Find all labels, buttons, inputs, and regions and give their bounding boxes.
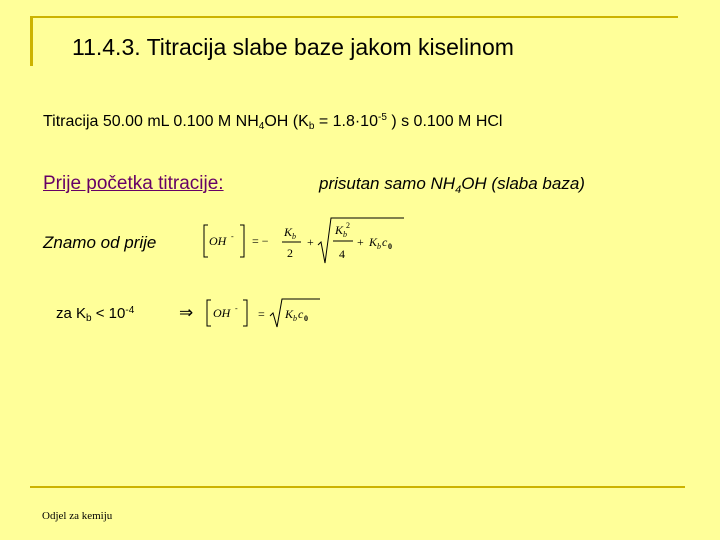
present-part1: prisutan samo NH: [319, 174, 456, 193]
left-rule: [30, 16, 33, 66]
formula1-frac1-num-sub: b: [292, 232, 296, 241]
formula2-eq: =: [258, 307, 265, 321]
formula1-root-frac-num-sup: 2: [346, 221, 350, 230]
formula2-left-bracket: [207, 300, 211, 326]
formula1-lhs-sup: -: [231, 232, 234, 241]
formula1-root-frac-den: 4: [339, 247, 345, 261]
intro-text: [43, 112, 502, 132]
formula1-plus1: +: [307, 235, 314, 249]
formula1-root-term: K: [369, 235, 378, 249]
formula1-frac1-den: 2: [287, 246, 293, 260]
formula2-root-term-sub2: 0: [304, 314, 308, 323]
present-part2: OH (slaba baza): [461, 174, 585, 193]
implies-symbol: ⇒: [179, 303, 194, 322]
intro-sub2: b: [308, 121, 315, 132]
known-from-before-label: Znamo od prije: [43, 233, 157, 252]
formula1-plus2: +: [357, 235, 364, 249]
formula1-lhs: OH: [209, 234, 227, 248]
intro-part2: OH (K: [264, 113, 309, 130]
formula2-root-term: K: [285, 307, 294, 321]
formula1-root-term-sub1: b: [377, 242, 381, 251]
formula1-root-term-c: c: [382, 235, 388, 249]
formula1-root-frac-num: K: [335, 223, 344, 237]
formula1-frac1-num: K: [284, 225, 293, 239]
footer-text: Odjel za kemiju: [42, 510, 113, 522]
top-rule: [30, 16, 678, 18]
condition-sub: b: [86, 313, 92, 324]
formula1-root-term-sub2: 0: [388, 242, 392, 251]
formula1-right-bracket: [240, 225, 244, 257]
formula1-eq: = −: [252, 234, 269, 248]
formula2-root-term-c: c: [298, 307, 304, 321]
formula2-lhs-sup: -: [235, 304, 238, 313]
present-species-text: [319, 174, 585, 196]
condition-sup: -4: [125, 305, 135, 316]
quadratic-oh-formula: [200, 215, 405, 267]
condition-part2: < 10: [91, 305, 126, 322]
intro-sub1: 4: [258, 121, 265, 132]
condition-text: [56, 305, 134, 324]
bottom-rule: [30, 486, 685, 488]
present-sub: 4: [455, 184, 462, 196]
approx-oh-formula: [200, 296, 325, 330]
formula1-root-frac-num-sub: b: [343, 230, 347, 239]
condition-part1: za K: [56, 305, 87, 322]
formula1-left-bracket: [204, 225, 208, 257]
formula2-root-term-sub1: b: [293, 314, 297, 323]
formula2-right-bracket: [243, 300, 247, 326]
intro-part4: ) s 0.100 M HCl: [386, 113, 503, 130]
intro-part3: = 1.8·10: [314, 113, 378, 130]
before-titration-label: Prije početka titracije:: [43, 173, 224, 194]
formula2-lhs: OH: [213, 306, 231, 320]
slide-title: 11.4.3. Titracija slabe baze jakom kiselinom: [72, 34, 514, 60]
intro-sup1: -5: [377, 112, 387, 123]
intro-part1: Titracija 50.00 mL 0.100 M NH: [43, 113, 259, 130]
